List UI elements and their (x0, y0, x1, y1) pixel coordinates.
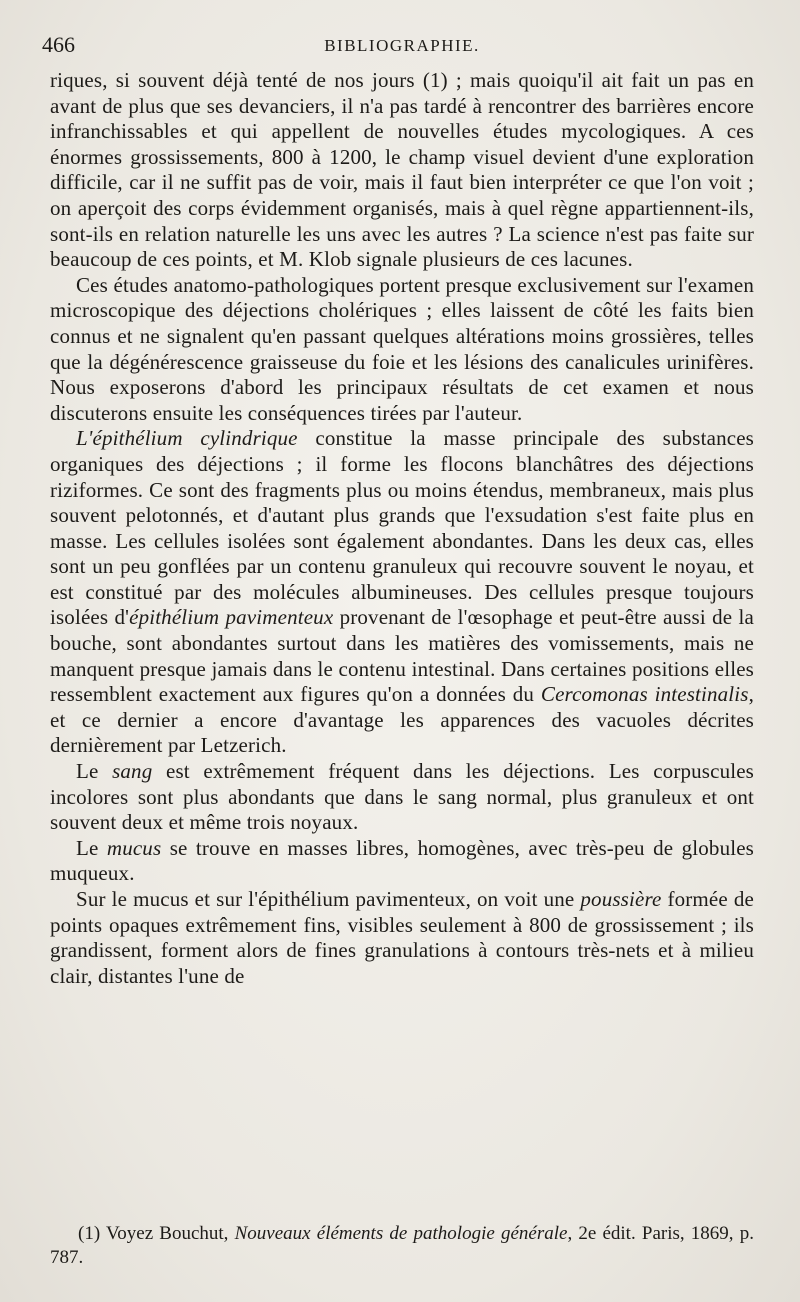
text-run: est extrêmement fréquent dans les déjections. Les corpuscules incolores sont plus abondants que dans le sang normal, plus granuleux et ont souvent deux et même trois noyaux. (50, 759, 754, 835)
text-run: riques, si souvent déjà tenté de nos jours (1) ; mais quoiqu'il ait fait un pas en avant de plus que ses devanciers, il n'a pas tardé à rencontrer des barrières encore infranchissables et qui appellent de nouvelles études mycologiques. A ces énormes grossissements, 800 à 1200, le champ visuel devient d'une exploration difficile, car il ne suffit pas de voir, mais il faut bien interpréter ce que l'on voit ; on aperçoit des corps évidemment organisés, mais à quel règne appartiennent-ils, sont-ils en relation naturelle les uns avec les autres ? La science n'est pas faite sur beaucoup de ces points, et M. Klob signale plusieurs de ces lacunes. (50, 68, 754, 272)
italic-text: Cercomonas intestinalis (540, 682, 749, 707)
footnote-text (50, 1222, 754, 1270)
text-run: provenant de l'œsophage et peut-être aussi de la bouche, sont abondantes surtout dans les matières des vomissements, mais ne manquent presque jamais dans le contenu intestinal. Dans certaines positions elles ressemblent exactement aux figures qu'on a données du (50, 605, 754, 707)
paragraph (50, 426, 754, 759)
page-header (42, 28, 754, 68)
text-run: , 2e édit. Paris, 1869, p. 787. (50, 1223, 754, 1268)
italic-text: sang (112, 759, 153, 784)
page-number: 466 (42, 32, 75, 57)
text-run: Le (76, 835, 107, 860)
text-run: Sur le mucus et sur l'épithélium pavimenteux, on voit une (76, 887, 581, 911)
paragraph (50, 273, 754, 427)
italic-text: Nouveaux éléments de pathologie générale (234, 1223, 568, 1244)
text-run: Le (76, 759, 113, 784)
text-run: Ces études anatomo-pathologiques portent presque exclusivement sur l'examen microscopique des déjections cholériques ; elles laissent de côté les faits bien connus et ne signalent qu'en passant quelques altérations moins grossières, telles que la dégénérescence graisseuse du foie et les lésions des canalicules urinifères. Nous exposerons d'abord les principaux résultats de cet examen et nous discuterons ensuite les conséquences tirées par l'auteur. (50, 272, 754, 425)
text-run: constitue la masse principale des substances organiques des déjections ; il forme les flocons blanchâtres des déjections riziformes. Ce sont des fragments plus ou moins étendus, membraneux, mais plus souvent pelotonnés, et d'autant plus grands que l'exsudation s'est faite plus en masse. Les cellules isolées sont également abondantes. Dans les deux cas, elles sont un peu gonflées par un contenu granuleux qui recouvre souvent le noyau, et est constitué par des molécules albumineuses. Des cellules presque toujours isolées d' (50, 426, 754, 630)
body-text (50, 68, 754, 989)
footnote (50, 1222, 754, 1270)
italic-text: mucus (106, 835, 162, 860)
paragraph (50, 759, 754, 836)
italic-text: épithélium cylindrique (92, 426, 298, 451)
paragraph (50, 887, 754, 989)
paragraph (50, 68, 754, 273)
text-run: (1) Voyez Bouchut, (78, 1223, 235, 1244)
italic-text: poussière (580, 887, 662, 911)
italic-text: L' (76, 426, 93, 451)
text-run: formée de points opaques extrêmement fins, visibles seulement à 800 de grossissement ; ils grandissent, forment alors de fines granulations à contours très-nets et à milieu clair, distantes l'une de (50, 887, 754, 988)
paragraph (50, 836, 754, 887)
running-title: BIBLIOGRAPHIE. (324, 36, 480, 55)
text-run: , et ce dernier a encore d'avantage les apparences des vacuoles décrites dernièrement par Letzerich. (50, 682, 754, 758)
text-run: se trouve en masses libres, homogènes, avec très-peu de globules muqueux. (50, 835, 754, 886)
italic-text: épithélium pavimenteux (129, 605, 334, 630)
